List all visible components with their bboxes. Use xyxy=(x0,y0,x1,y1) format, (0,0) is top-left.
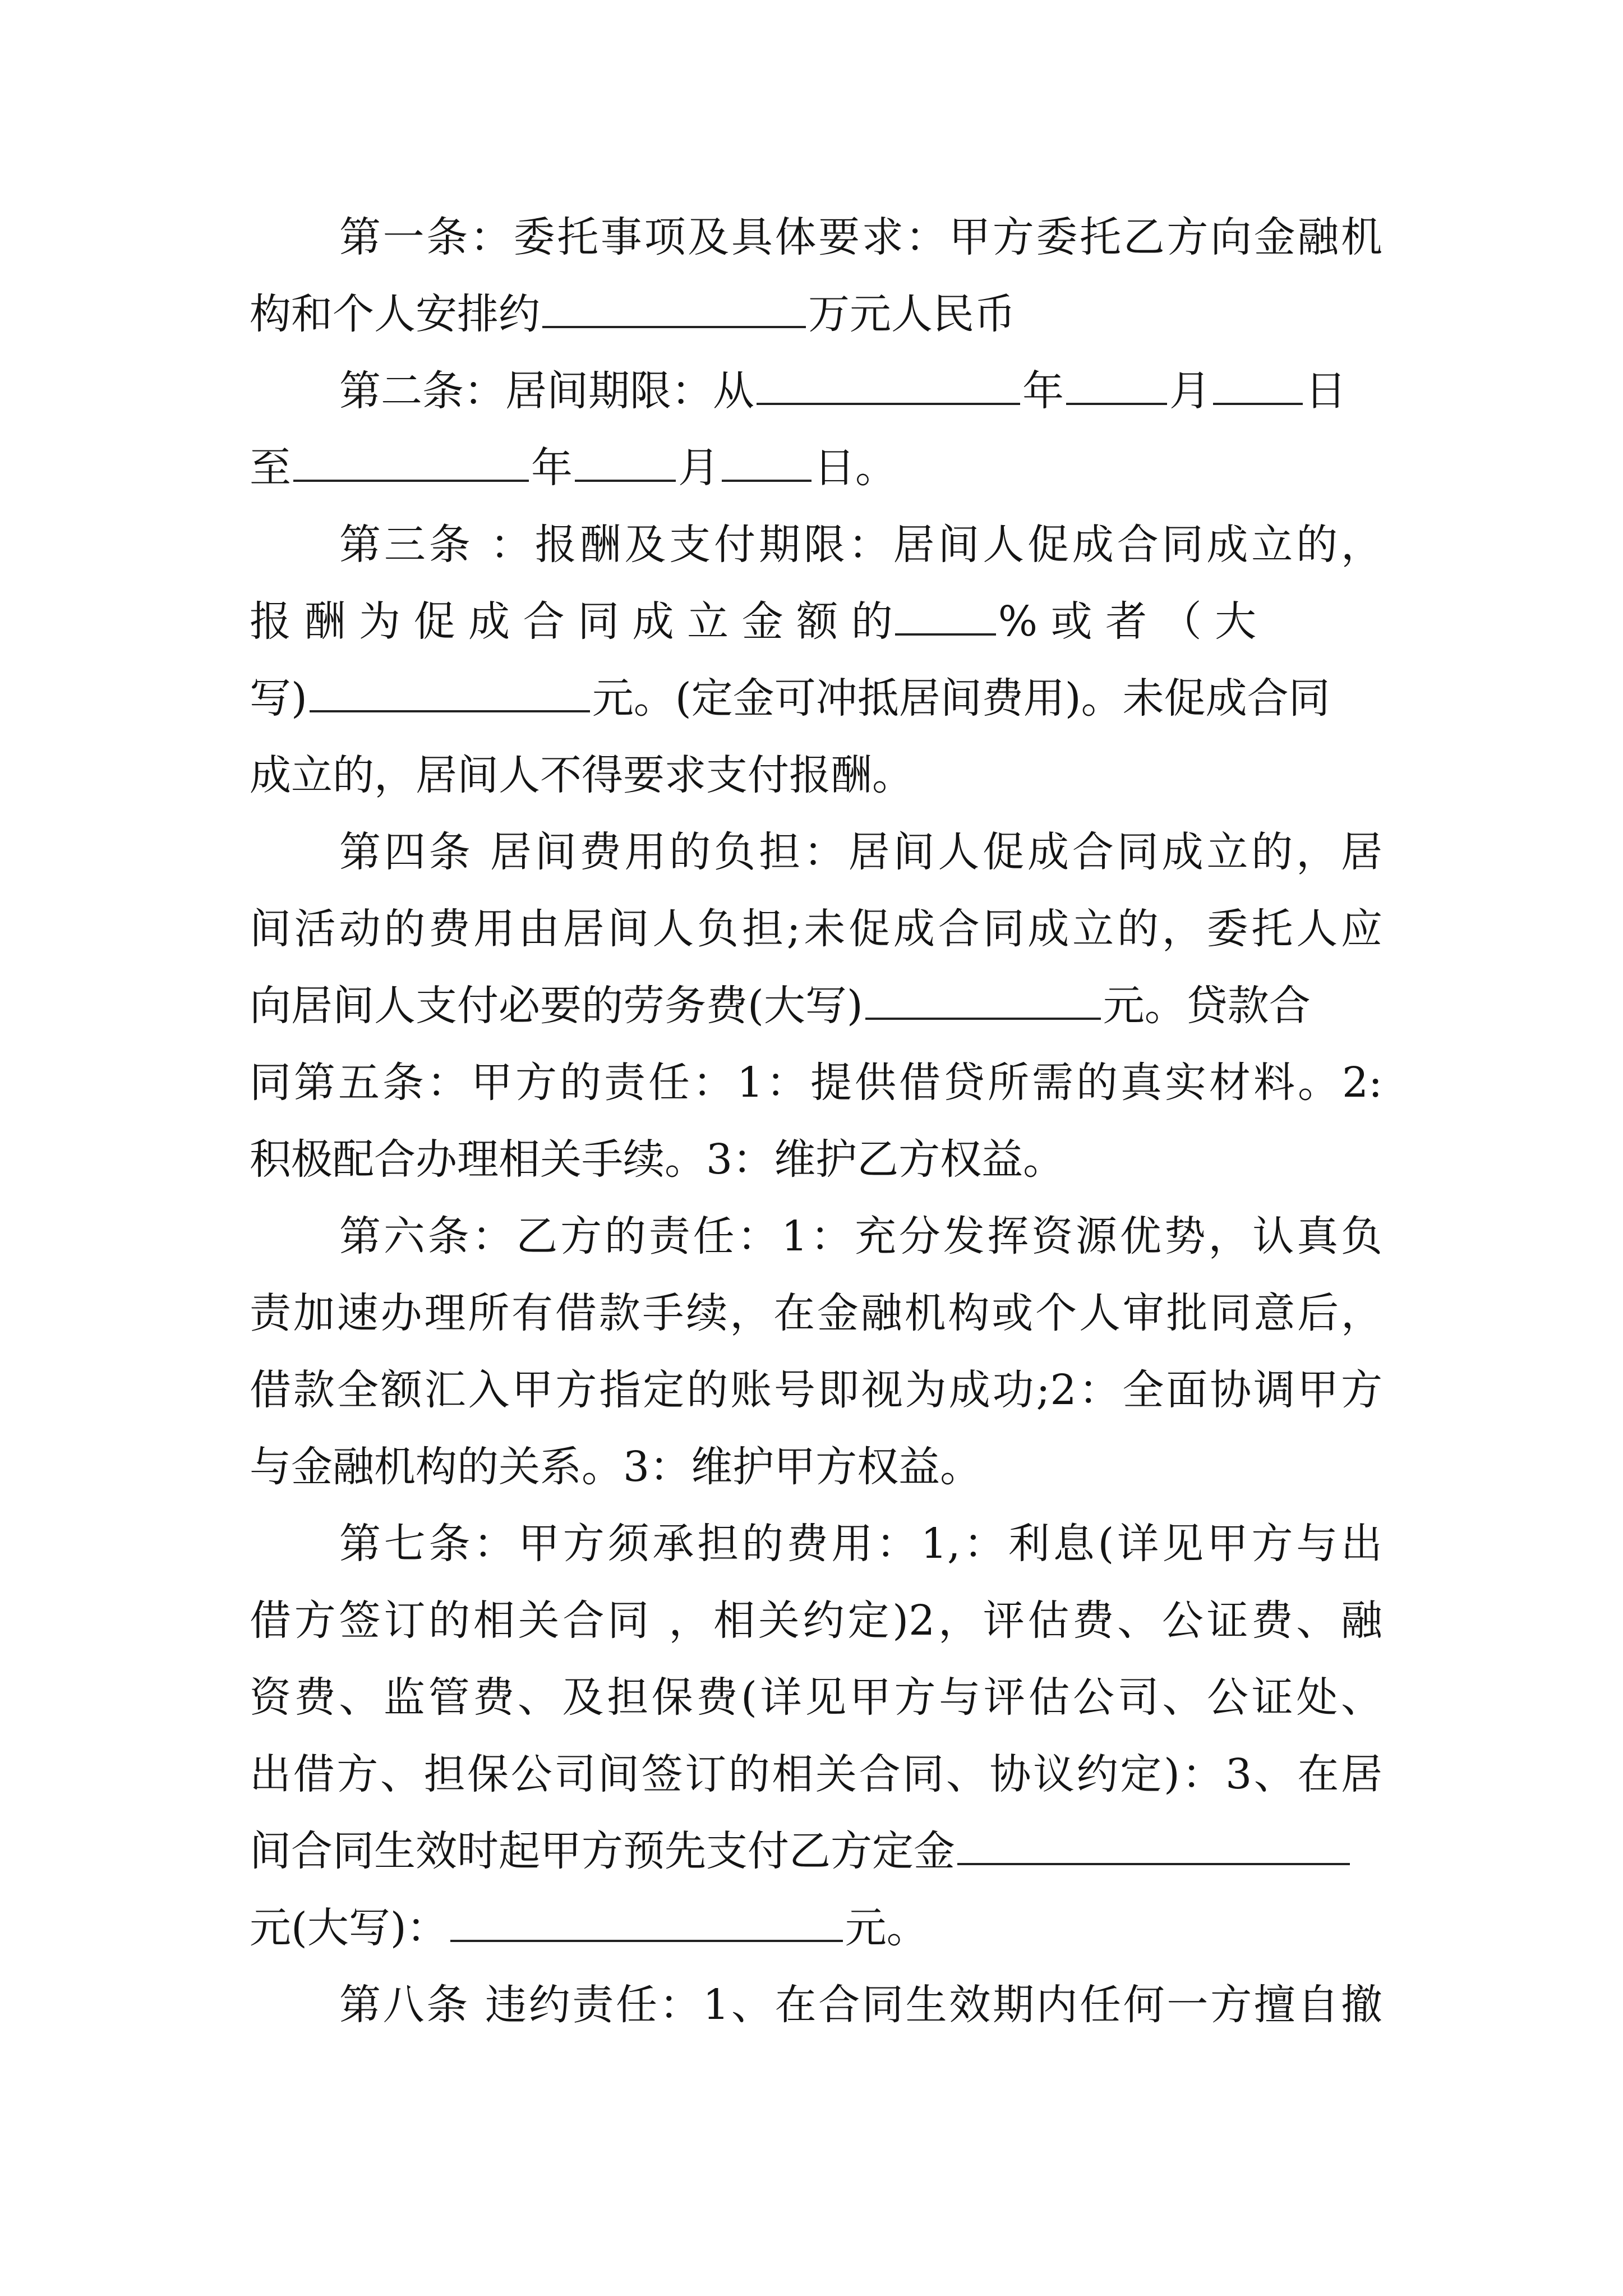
deposit-blank xyxy=(957,1818,1350,1865)
text-segment: 借款全额汇入甲方指定的账号即视为成功;2：全面协调甲方 xyxy=(250,1366,1382,1414)
text-segment: 写) xyxy=(250,674,307,723)
text-segment: 第三条 ：报酬及支付期限：居间人促成合同成立的， xyxy=(339,521,1382,569)
text-segment: 元。 xyxy=(845,1904,928,1952)
text-segment: 第六条：乙方的责任：1：充分发挥资源优势，认真负 xyxy=(339,1212,1382,1260)
text-segment: 借方签订的相关合同 ，相关约定)2，评估费、公证费、融 xyxy=(250,1596,1382,1645)
text-segment: 报 酬 为 促 成 合 同 成 立 金 额 的 xyxy=(250,597,893,646)
end-day-blank xyxy=(722,435,811,482)
article-5-line-2 xyxy=(250,1121,1382,1198)
amount-words-blank xyxy=(310,665,590,712)
text-segment: 第一条：委托事项及具体要求：甲方委托乙方向金融机 xyxy=(339,213,1382,261)
text-segment: 至 xyxy=(250,444,291,492)
text-segment: 向居间人支付必要的劳务费(大写) xyxy=(250,982,863,1030)
text-segment: 责加速办理所有借款手续，在金融机构或个人审批同意后， xyxy=(250,1289,1382,1337)
text-segment: 资费、监管费、及担保费(详见甲方与评估公司、公证处、 xyxy=(250,1673,1382,1722)
end-month-blank xyxy=(575,435,676,482)
text-segment: 第八条 违约责任：1、在合同生效期内任何一方擅自撤 xyxy=(339,1981,1382,2029)
article-3-line-1 xyxy=(250,507,1382,583)
text-segment: 第二条：居间期限：从 xyxy=(339,367,754,415)
text-segment: 间合同生效时起甲方预先支付乙方定金 xyxy=(250,1827,955,1875)
text-segment: 日 xyxy=(1305,367,1347,415)
article-2-line-2 xyxy=(250,430,1382,507)
article-5-line-1 xyxy=(250,1045,1382,1121)
amount-blank xyxy=(542,281,806,328)
article-3-line-4 xyxy=(250,737,1382,814)
article-7-line-2 xyxy=(250,1582,1382,1659)
end-year-blank xyxy=(293,435,529,482)
text-segment: 日。 xyxy=(814,444,897,492)
article-1-line-2 xyxy=(250,276,1382,353)
text-segment: 同第五条：甲方的责任：1：提供借贷所需的真实材料。2: xyxy=(250,1059,1382,1107)
article-3-line-2 xyxy=(250,583,1382,660)
text-segment: 与金融机构的关系。3：维护甲方权益。 xyxy=(250,1443,982,1491)
text-segment: 元(大写)： xyxy=(250,1904,448,1952)
article-1-line-1 xyxy=(250,199,1382,276)
article-2-line-1 xyxy=(250,353,1382,430)
labor-fee-blank xyxy=(865,973,1101,1020)
text-segment: 出借方、担保公司间签订的相关合同、协议约定)：3、在居 xyxy=(250,1750,1382,1798)
text-segment: 积极配合办理相关手续。3：维护乙方权益。 xyxy=(250,1135,1065,1184)
article-7-line-3 xyxy=(250,1659,1382,1736)
article-7-line-5 xyxy=(250,1813,1382,1890)
text-segment: 第七条：甲方须承担的费用：1,：利息(详见甲方与出 xyxy=(339,1520,1382,1568)
article-6-line-3 xyxy=(250,1352,1382,1429)
article-6-line-4 xyxy=(250,1429,1382,1506)
text-segment: 年 xyxy=(1022,367,1064,415)
article-4-line-1 xyxy=(250,814,1382,891)
deposit-words-blank xyxy=(450,1895,843,1942)
start-month-blank xyxy=(1066,358,1167,405)
text-segment: 构和个人安排约 xyxy=(250,290,540,338)
article-8-line-1 xyxy=(250,1967,1382,2044)
text-segment: % 或 者 （ 大 xyxy=(998,597,1257,646)
contract-page xyxy=(250,199,1382,2044)
article-7-line-1 xyxy=(250,1506,1382,1582)
text-segment: 月 xyxy=(1169,367,1211,415)
text-segment: 第四条 居间费用的负担：居间人促成合同成立的，居 xyxy=(339,828,1382,876)
text-segment: 成立的，居间人不得要求支付报酬。 xyxy=(250,751,914,799)
article-7-line-4 xyxy=(250,1736,1382,1813)
text-segment: 元。贷款合 xyxy=(1103,982,1311,1030)
article-4-line-3 xyxy=(250,968,1382,1045)
article-6-line-2 xyxy=(250,1275,1382,1352)
article-4-line-2 xyxy=(250,891,1382,968)
start-year-blank xyxy=(757,358,1020,405)
start-day-blank xyxy=(1213,358,1303,405)
text-segment: 元。(定金可冲抵居间费用)。未促成合同 xyxy=(592,674,1330,723)
article-3-line-3 xyxy=(250,660,1382,737)
article-7-line-6 xyxy=(250,1890,1382,1967)
text-segment: 万元人民币 xyxy=(808,290,1016,338)
text-segment: 间活动的费用由居间人负担;未促成合同成立的，委托人应 xyxy=(250,905,1382,953)
text-segment: 年 xyxy=(531,444,573,492)
text-segment: 月 xyxy=(678,444,720,492)
percent-blank xyxy=(895,588,996,636)
article-6-line-1 xyxy=(250,1198,1382,1275)
